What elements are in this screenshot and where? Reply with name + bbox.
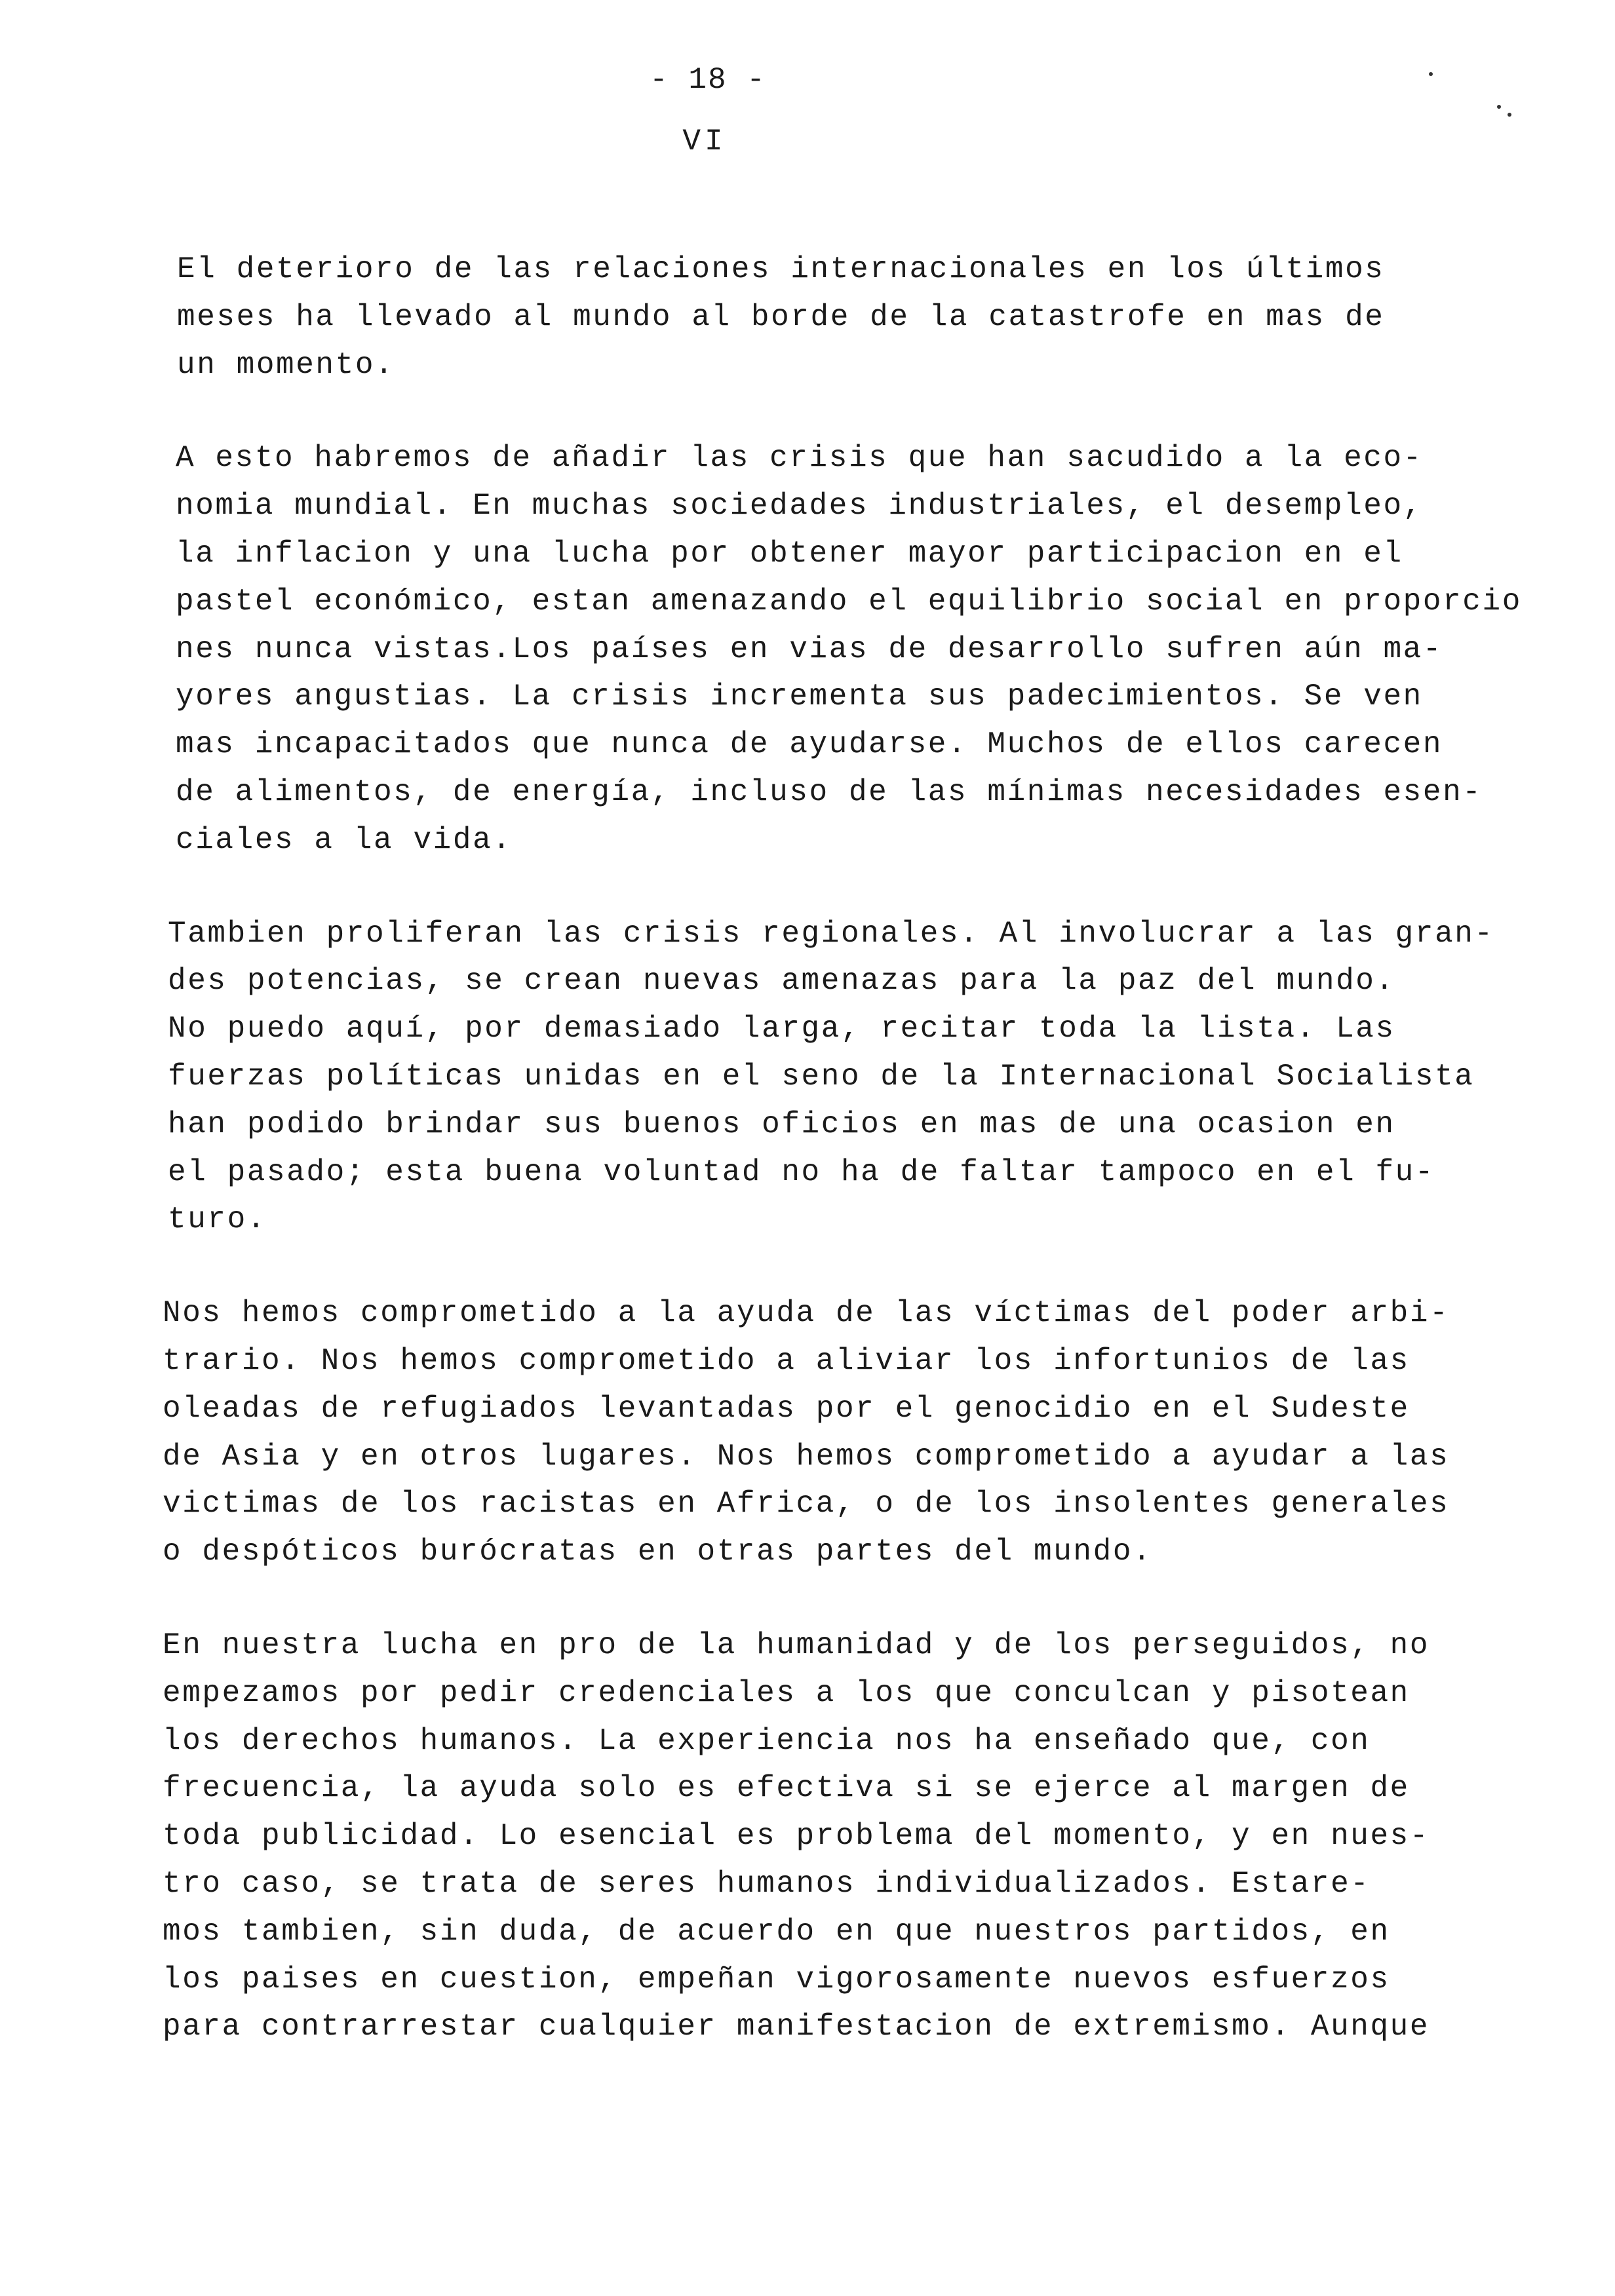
text-line: empezamos por pedir credenciales a los que conculcan y pisotean [163, 1675, 1410, 1710]
text-line: frecuencia, la ayuda solo es efectiva si se ejerce al margen de [163, 1771, 1410, 1806]
text-line: ciales a la vida. [176, 822, 513, 857]
text-line: de Asia y en otros lugares. Nos hemos comprometido a ayudar a las [163, 1439, 1450, 1474]
scan-speck [1429, 72, 1433, 76]
text-line: mos tambien, sin duda, de acuerdo en que nuestros partidos, en [163, 1914, 1390, 1949]
text-line: fuerzas políticas unidas en el seno de la Internacional Socialista [168, 1059, 1475, 1094]
text-line: No puedo aquí, por demasiado larga, recitar toda la lista. Las [168, 1012, 1395, 1046]
text-line: o despóticos burócratas en otras partes del mundo. [163, 1535, 1153, 1569]
section-heading: VI [682, 124, 727, 159]
paragraph [163, 246, 1500, 389]
text-line: de alimentos, de energía, incluso de las mínimas necesidades esen- [176, 775, 1483, 809]
text-line: tro caso, se trata de seres humanos individualizados. Estare- [163, 1866, 1371, 1901]
text-line: des potencias, se crean nuevas amenazas para la paz del mundo. [168, 964, 1395, 999]
text-line: un momento. [177, 347, 395, 382]
scan-speck [1497, 105, 1501, 109]
text-line: Tambien proliferan las crisis regionales. Al involucrar a las gran- [168, 916, 1494, 951]
text-line: nomia mundial. En muchas sociedades industriales, el desempleo, [176, 489, 1423, 524]
paragraph [163, 1622, 1500, 2051]
text-line: para contrarrestar cualquier manifestacion de extremismo. Aunque [163, 2010, 1430, 2044]
text-line: Nos hemos comprometido a la ayuda de las víctimas del poder arbi- [163, 1296, 1450, 1331]
paragraph [163, 434, 1522, 864]
text-line: el pasado; esta buena voluntad no ha de faltar tampoco en el fu- [168, 1155, 1435, 1189]
text-line: toda publicidad. Lo esencial es problema del momento, y en nues- [163, 1819, 1430, 1854]
paragraph [163, 910, 1500, 1244]
text-line: los paises en cuestion, empeñan vigorosamente nuevos esfuerzos [163, 1962, 1390, 1997]
text-line: El deterioro de las relaciones internacionales en los últimos [177, 252, 1385, 286]
text-line: yores angustias. La crisis incrementa sus padecimientos. Se ven [176, 679, 1423, 714]
page-number: - 18 - [650, 63, 766, 97]
text-line: mas incapacitados que nunca de ayudarse. Muchos de ellos carecen [176, 727, 1443, 762]
text-line: los derechos humanos. La experiencia nos ha enseñado que, con [163, 1723, 1371, 1758]
text-line: En nuestra lucha en pro de la humanidad y de los perseguidos, no [163, 1628, 1430, 1662]
text-line: han podido brindar sus buenos oficios en mas de una ocasion en [168, 1107, 1395, 1141]
body-text [163, 246, 1522, 2051]
text-line: A esto habremos de añadir las crisis que han sacudido a la eco- [176, 441, 1423, 476]
text-line: victimas de los racistas en Africa, o de los insolentes generales [163, 1487, 1450, 1521]
scan-speck [1508, 113, 1511, 117]
paragraph [163, 1290, 1500, 1576]
text-line: meses ha llevado al mundo al borde de la catastrofe en mas de [177, 299, 1385, 334]
text-line: oleadas de refugiados levantadas por el genocidio en el Sudeste [163, 1391, 1410, 1426]
text-line: pastel económico, estan amenazando el equilibrio social en proporcio [176, 584, 1522, 619]
text-line: trario. Nos hemos comprometido a aliviar los infortunios de las [163, 1343, 1410, 1378]
text-line: turo. [168, 1202, 267, 1237]
text-line: la inflacion y una lucha por obtener mayor participacion en el [176, 536, 1403, 571]
text-line: nes nunca vistas.Los países en vias de desarrollo sufren aún ma- [176, 632, 1443, 666]
